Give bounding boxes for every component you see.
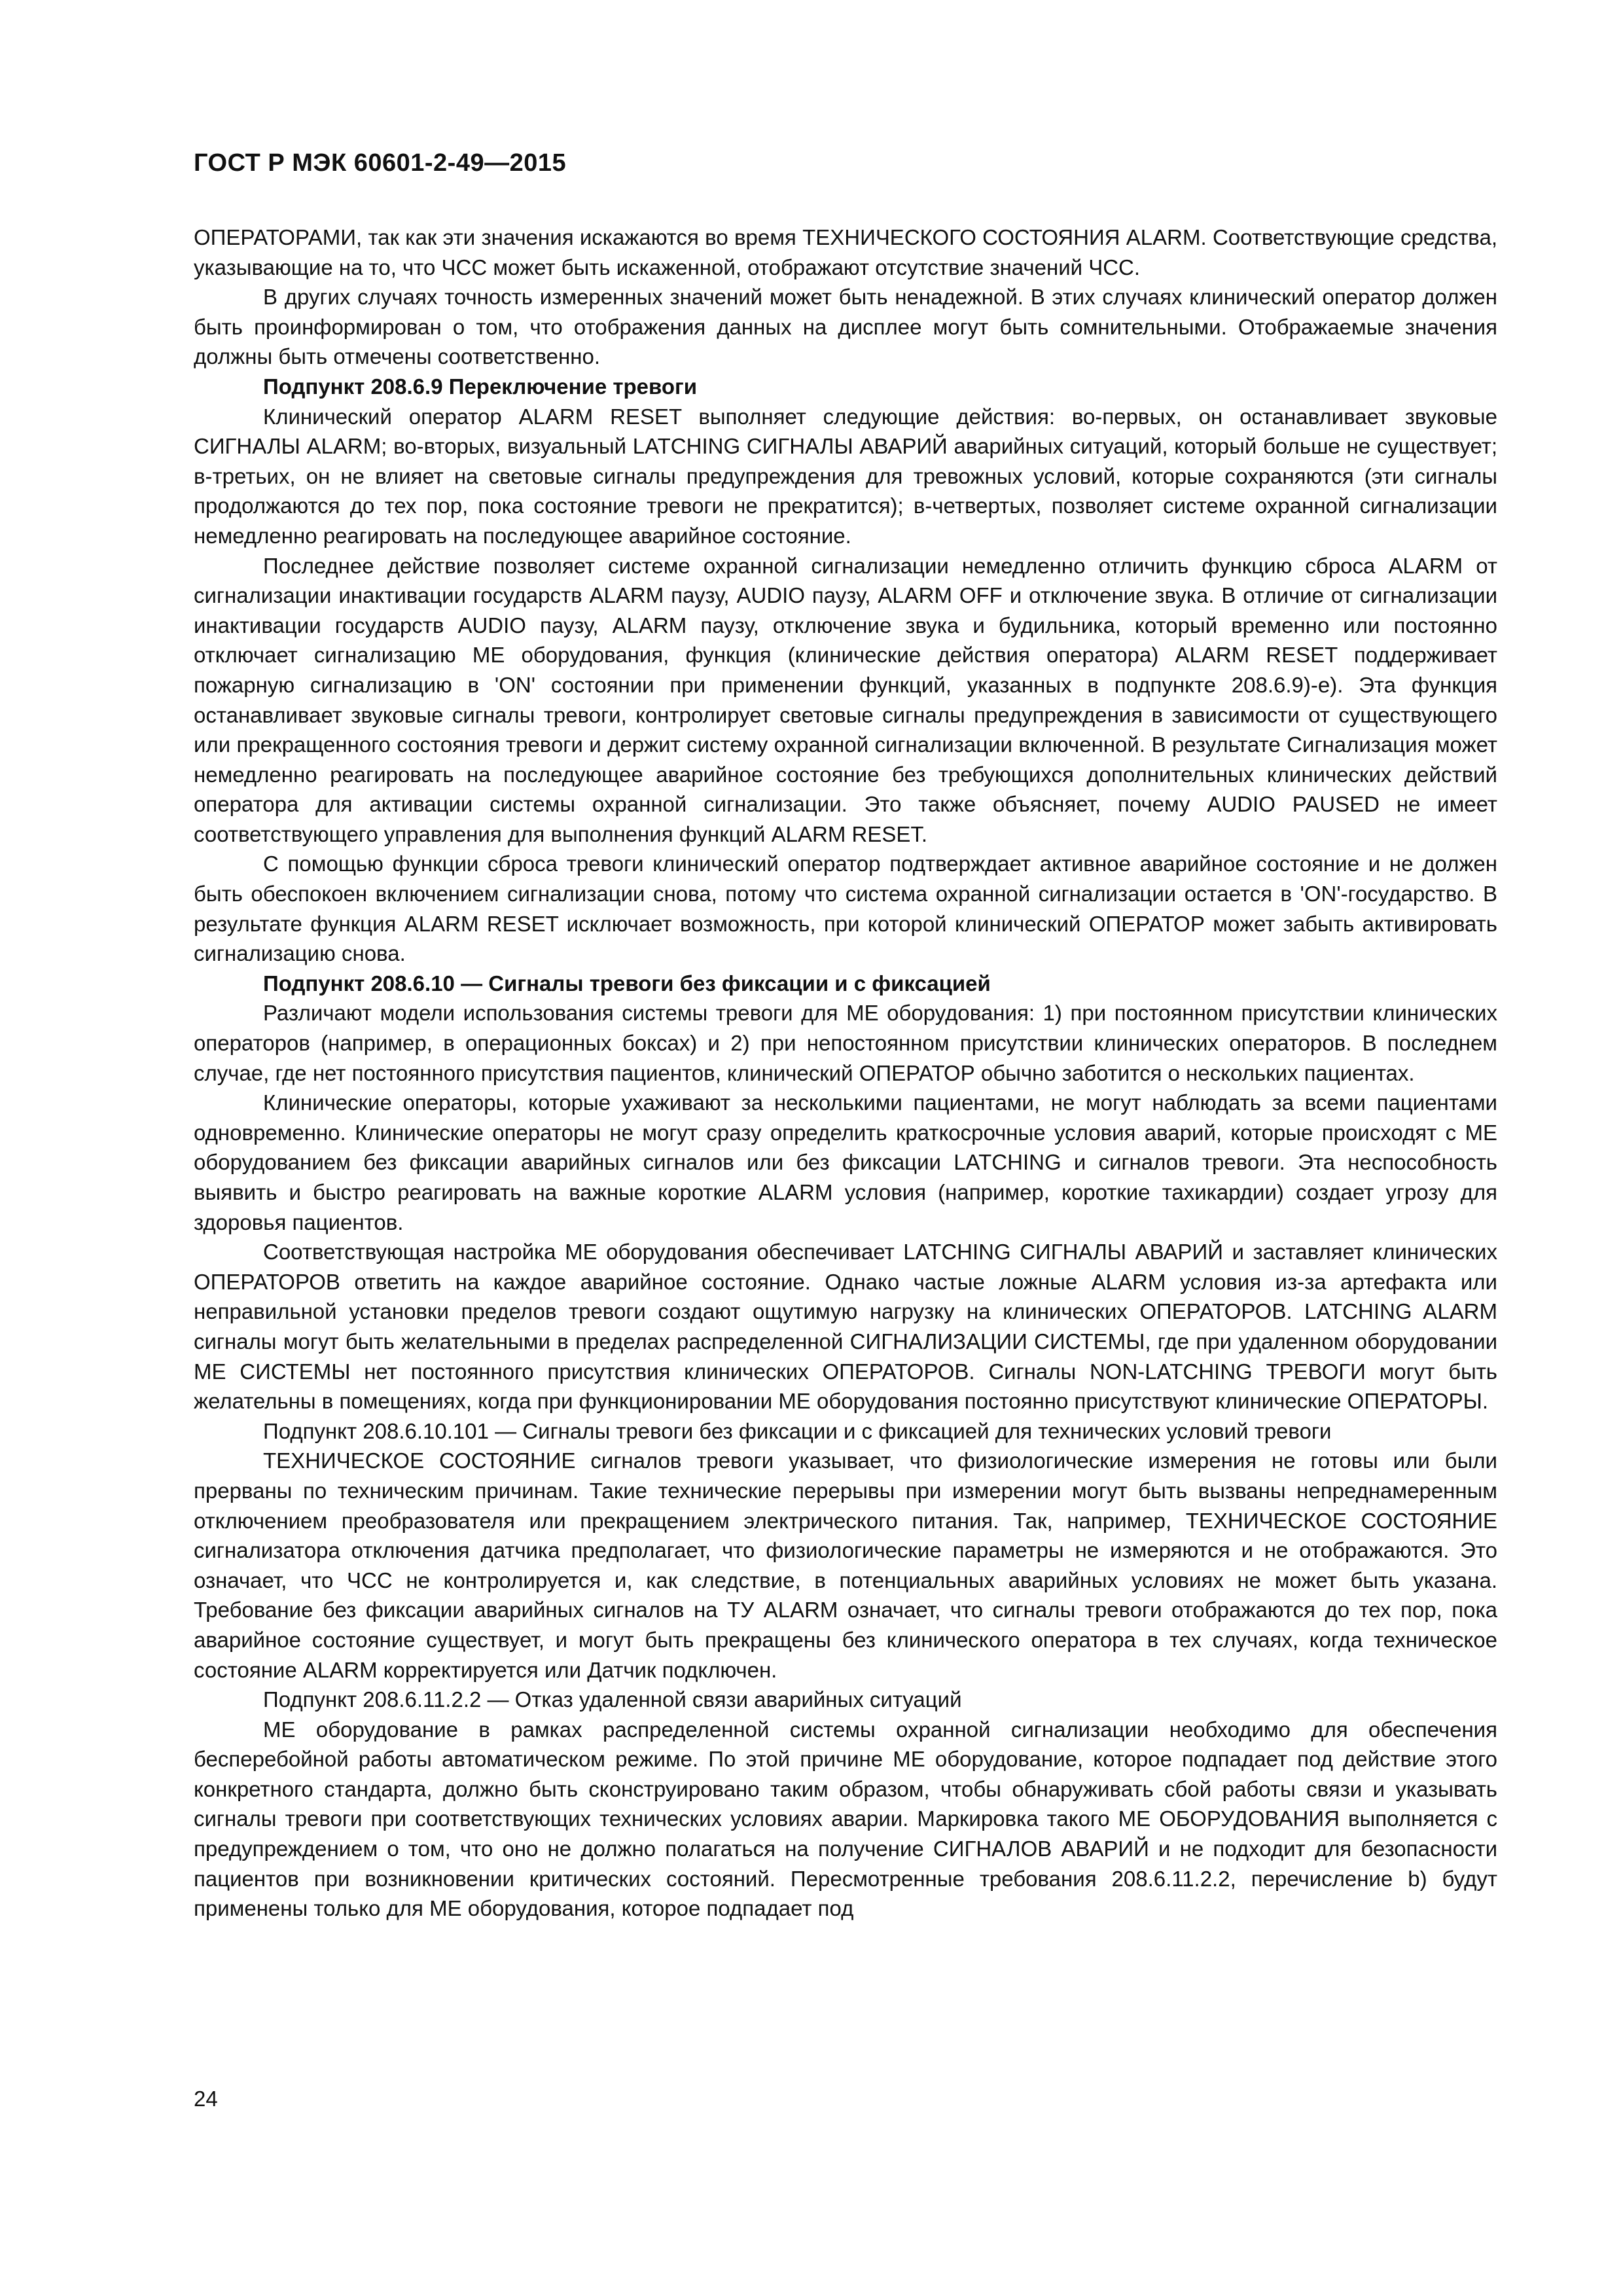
paragraph: Клинический оператор ALARM RESET выполняет следующие действия: во-первых, он останавливает звуковые СИГНАЛЫ ALARM; во-вторых, визуальный LATCHING СИГНАЛЫ АВАРИЙ аварийных ситуаций, который больше не существует; в-третьих, он не влияет на световые сигналы предупреждения для тревожных условий, которые сохраняются (эти сигналы продолжаются до тех пор, пока состояние тревоги не прекратится); в-четвертых, позволяет системе охранной сигнализации немедленно реагировать на последующее аварийное состояние. xyxy=(194,404,1497,548)
subsection-heading: Подпункт 208.6.10 — Сигналы тревоги без фиксации и с фиксацией xyxy=(263,971,991,996)
paragraph: Клинические операторы, которые ухаживают за несколькими пациентами, не могут наблюдать за всеми пациентами одновременно. Клинические операторы не могут сразу определить краткосрочные условия аварий, которые происходят с ME оборудованием без фиксации аварийных сигналов или без фиксации LATCHING и сигналов тревоги. Эта неспособность выявить и быстро реагировать на важные короткие ALARM условия (например, короткие тахикардии) создает угрозу для здоровья пациентов. xyxy=(194,1090,1497,1234)
paragraph: ME оборудование в рамках распределенной системы охранной сигнализации необходимо для обеспечения бесперебойной работы автоматическом режиме. По этой причине ME оборудование, которое подпадает под действие этого конкретного стандарта, должно быть сконструировано таким образом, чтобы обнаруживать сбой работы связи и указывать сигналы тревоги при соответствующих технических условиях аварии. Маркировка такого ME ОБОРУДОВАНИЯ выполняется с предупреждением о том, что оно не должно полагаться на получение СИГНАЛОВ АВАРИЙ и не подходит для безопасности пациентов при возникновении критических состояний. Пересмотренные требования 208.6.11.2.2, перечисление b) будут применены только для ME оборудования, которое подпадает под xyxy=(194,1717,1497,1921)
subsection-heading: Подпункт 208.6.9 Переключение тревоги xyxy=(263,374,698,399)
paragraph: В других случаях точность измеренных значений может быть ненадежной. В этих случаях клинический оператор должен быть проинформирован о том, что отображения данных на дисплее могут быть сомнительными. Отображаемые значения должны быть отмечены соответственно. xyxy=(194,285,1497,369)
document-header: ГОСТ Р МЭК 60601-2-49—2015 xyxy=(194,149,567,177)
paragraph: Различают модели использования системы тревоги для ME оборудования: 1) при постоянном присутствии клинических операторов (например, в операционных боксах) и 2) при непостоянном присутствии клинических операторов. В последнем случае, где нет постоянного присутствия пациентов, клинический ОПЕРАТОР обычно заботится о нескольких пациентах. xyxy=(194,1001,1497,1085)
paragraph: Последнее действие позволяет системе охранной сигнализации немедленно отличить функцию сброса ALARM от сигнализации инактивации государств ALARM паузу, AUDIO паузу, ALARM OFF и отключение звука. В отличие от сигнализации инактивации государств AUDIO паузу, ALARM паузу, отключение звука и будильника, который временно или постоянно отключает сигнализацию ME оборудования, функция (клинические действия оператора) ALARM RESET поддерживает пожарную сигнализацию в 'ON' состоянии при применении функций, указанных в подпункте 208.6.9)-е). Эта функция останавливает звуковые сигналы тревоги, контролирует световые сигналы предупреждения в зависимости от существующего или прекращенного состояния тревоги и держит систему охранной сигнализации включенной. В результате Сигнализация может немедленно реагировать на последующее аварийное состояние без требующихся дополнительных клинических действий оператора для активации системы охранной сигнализации. Это также объясняет, почему AUDIO PAUSED не имеет соответствующего управления для выполнения функций ALARM RESET. xyxy=(194,553,1497,846)
paragraph-continuation: ОПЕРАТОРАМИ, так как эти значения искажаются во время ТЕХНИЧЕСКОГО СОСТОЯНИЯ ALARM. Соответствующие средства, указывающие на то, что ЧСС может быть искаженной, отображают отсутствие значений ЧСС. xyxy=(194,225,1497,279)
subsection-heading: Подпункт 208.6.10.101 — Сигналы тревоги без фиксации и с фиксацией для технических условий тревоги xyxy=(263,1418,1332,1443)
paragraph: Соответствующая настройка ME оборудования обеспечивает LATCHING СИГНАЛЫ АВАРИЙ и заставляет клинических ОПЕРАТОРОВ ответить на каждое аварийное состояние. Однако частые ложные ALARM условия из-за артефакта или неправильной установки пределов тревоги создают ощутимую нагрузку на клинических ОПЕРАТОРОВ. LATCHING ALARM сигналы могут быть желательными в пределах распределенной СИГНАЛИЗАЦИИ СИСТЕМЫ, где при удаленном оборудовании ME СИСТЕМЫ нет постоянного присутствия клинических ОПЕРАТОРОВ. Сигналы NON-LATCHING ТРЕВОГИ могут быть желательны в помещениях, когда при функционировании ME оборудования постоянно присутствуют клинические ОПЕРАТОРЫ. xyxy=(194,1240,1497,1414)
document-body xyxy=(194,223,1497,1924)
page-number: 24 xyxy=(194,2087,218,2111)
subsection-heading: Подпункт 208.6.11.2.2 — Отказ удаленной связи аварийных ситуаций xyxy=(263,1687,962,1712)
paragraph: ТЕХНИЧЕСКОЕ СОСТОЯНИЕ сигналов тревоги указывает, что физиологические измерения не готовы или были прерваны по техническим причинам. Такие технические перерывы при измерении могут быть вызваны непреднамеренным отключением преобразователя или прекращением электрического питания. Так, например, ТЕХНИЧЕСКОЕ СОСТОЯНИЕ сигнализатора отключения датчика предполагает, что физиологические параметры не измеряются и не отображаются. Это означает, что ЧСС не контролируется и, как следствие, в потенциальных аварийных условиях не может быть указана. Требование без фиксации аварийных сигналов на ТУ ALARM означает, что сигналы тревоги отображаются до тех пор, пока аварийное состояние существует, и могут быть прекращены без клинического оператора в тех случаях, когда техническое состояние ALARM корректируется или Датчик подключен. xyxy=(194,1448,1497,1682)
paragraph: С помощью функции сброса тревоги клинический оператор подтверждает активное аварийное состояние и не должен быть обеспокоен включением сигнализации снова, потому что система охранной сигнализации остается в 'ON'-государство. В результате функция ALARM RESET исключает возможность, при которой клинический ОПЕРАТОР может забыть активировать сигнализацию снова. xyxy=(194,852,1497,966)
